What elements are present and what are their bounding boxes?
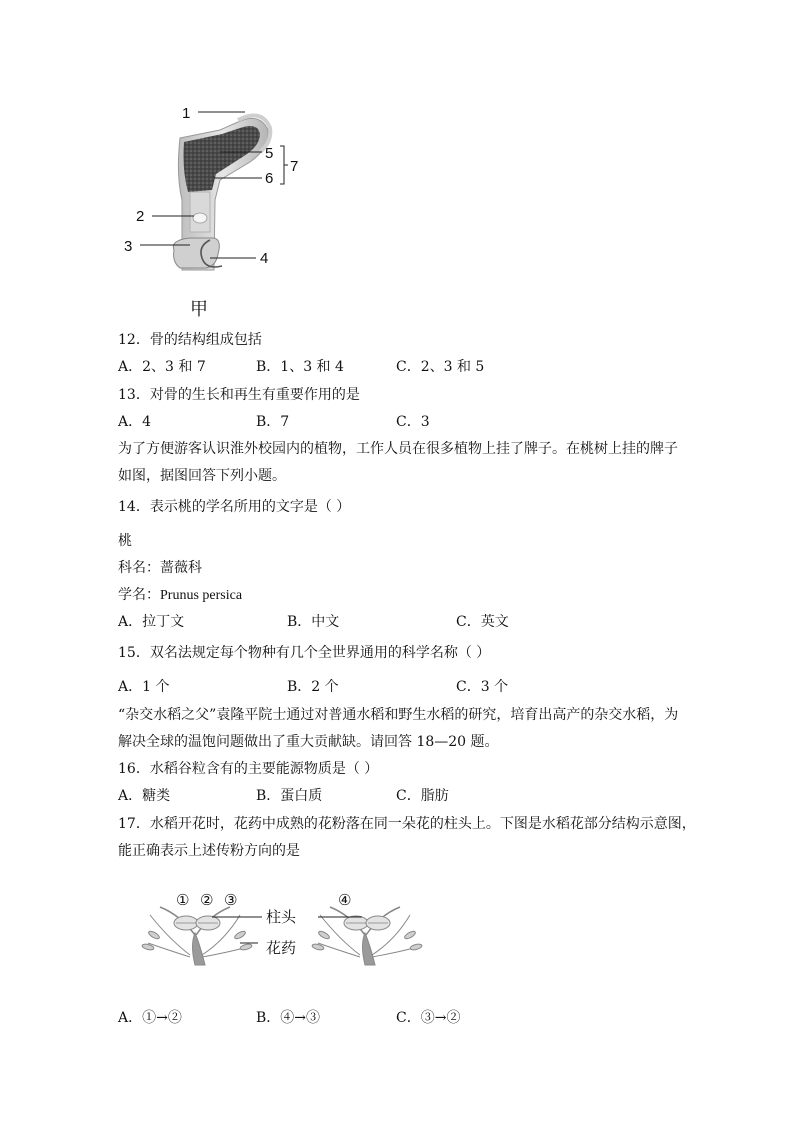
sign-scientific-name <box>118 586 242 605</box>
q13-option-a: A．4 <box>118 414 152 430</box>
periosteum-flap <box>173 238 219 268</box>
sci-prefix: 学名： <box>118 587 160 603</box>
passage1-line1: 为了方便游客认识淮外校园内的植物，工作人员在很多植物上挂了牌子。在桃树上挂的牌子 <box>118 441 678 457</box>
q14-option-b: B．中文 <box>287 614 340 630</box>
label-6: 6 <box>265 170 274 187</box>
q15-option-b: B．2 个 <box>287 679 339 695</box>
figure-caption: 甲 <box>190 299 208 320</box>
q13-option-b: B．7 <box>256 414 290 430</box>
q13-stem: 13．对骨的生长和再生有重要作用的是 <box>118 387 360 403</box>
marker-3: ③ <box>224 891 238 909</box>
q15-option-c: C．3 个 <box>456 679 509 695</box>
q13-option-c: C．3 <box>396 414 430 430</box>
q17-option-a: A．①→② <box>118 1010 182 1026</box>
label-5: 5 <box>265 145 274 162</box>
right-flower <box>312 907 423 965</box>
q15-stem: 15．双名法规定每个物种有几个全世界通用的科学名称（ ） <box>118 645 491 661</box>
q17-option-b: B．④→③ <box>256 1010 321 1026</box>
label-stigma: 柱头 <box>266 908 297 926</box>
label-7: 7 <box>290 158 299 175</box>
q12-option-b: B．1、3 和 4 <box>256 359 344 375</box>
q12-stem: 12．骨的结构组成包括 <box>118 332 262 348</box>
q15-option-a: A．1 个 <box>118 679 170 695</box>
q17-line1: 17．水稻开花时，花药中成熟的花粉落在同一朵花的柱头上。下图是水稻花部分结构示意图， <box>118 816 696 832</box>
q17-option-c: C．③→② <box>396 1010 461 1026</box>
marker-2: ② <box>200 891 214 909</box>
label-anther: 花药 <box>266 939 297 957</box>
q17-line2: 能正确表示上述传粉方向的是 <box>118 843 300 859</box>
sign-family: 科名：蔷薇科 <box>118 560 202 576</box>
q12-option-a: A．2、3 和 7 <box>118 359 206 375</box>
q16-stem: 16．水稻谷粒含有的主要能源物质是（ ） <box>118 761 379 777</box>
label-2: 2 <box>136 208 145 225</box>
label-4: 4 <box>260 250 269 267</box>
q14-stem: 14．表示桃的学名所用的文字是（ ） <box>118 499 351 515</box>
label-1: 1 <box>182 105 191 122</box>
medullary-cavity <box>190 192 210 232</box>
passage1-line2: 如图，据图回答下列小题。 <box>118 468 286 484</box>
q16-option-a: A．糖类 <box>118 788 171 804</box>
q14-option-c: C．英文 <box>456 614 509 630</box>
passage2-line2: 解决全球的温饱问题做出了重大贡献缺。请回答 18—20 题。 <box>118 734 499 750</box>
passage2-line1: “杂交水稻之父”袁隆平院士通过对普通水稻和野生水稻的研究，培育出高产的杂交水稻，为 <box>118 707 679 723</box>
sign-plant-name: 桃 <box>118 533 132 549</box>
left-flower <box>142 907 253 965</box>
label-3: 3 <box>124 238 133 255</box>
q16-option-c: C．脂肪 <box>396 788 449 804</box>
q14-option-a: A．拉丁文 <box>118 614 185 630</box>
rice-flower-diagram <box>140 885 460 985</box>
sci-name: Prunus persica <box>160 588 243 603</box>
q16-option-b: B．蛋白质 <box>256 788 323 804</box>
marker-1: ① <box>176 891 190 909</box>
marker-4: ④ <box>338 891 352 909</box>
q12-option-c: C．2、3 和 5 <box>396 359 485 375</box>
